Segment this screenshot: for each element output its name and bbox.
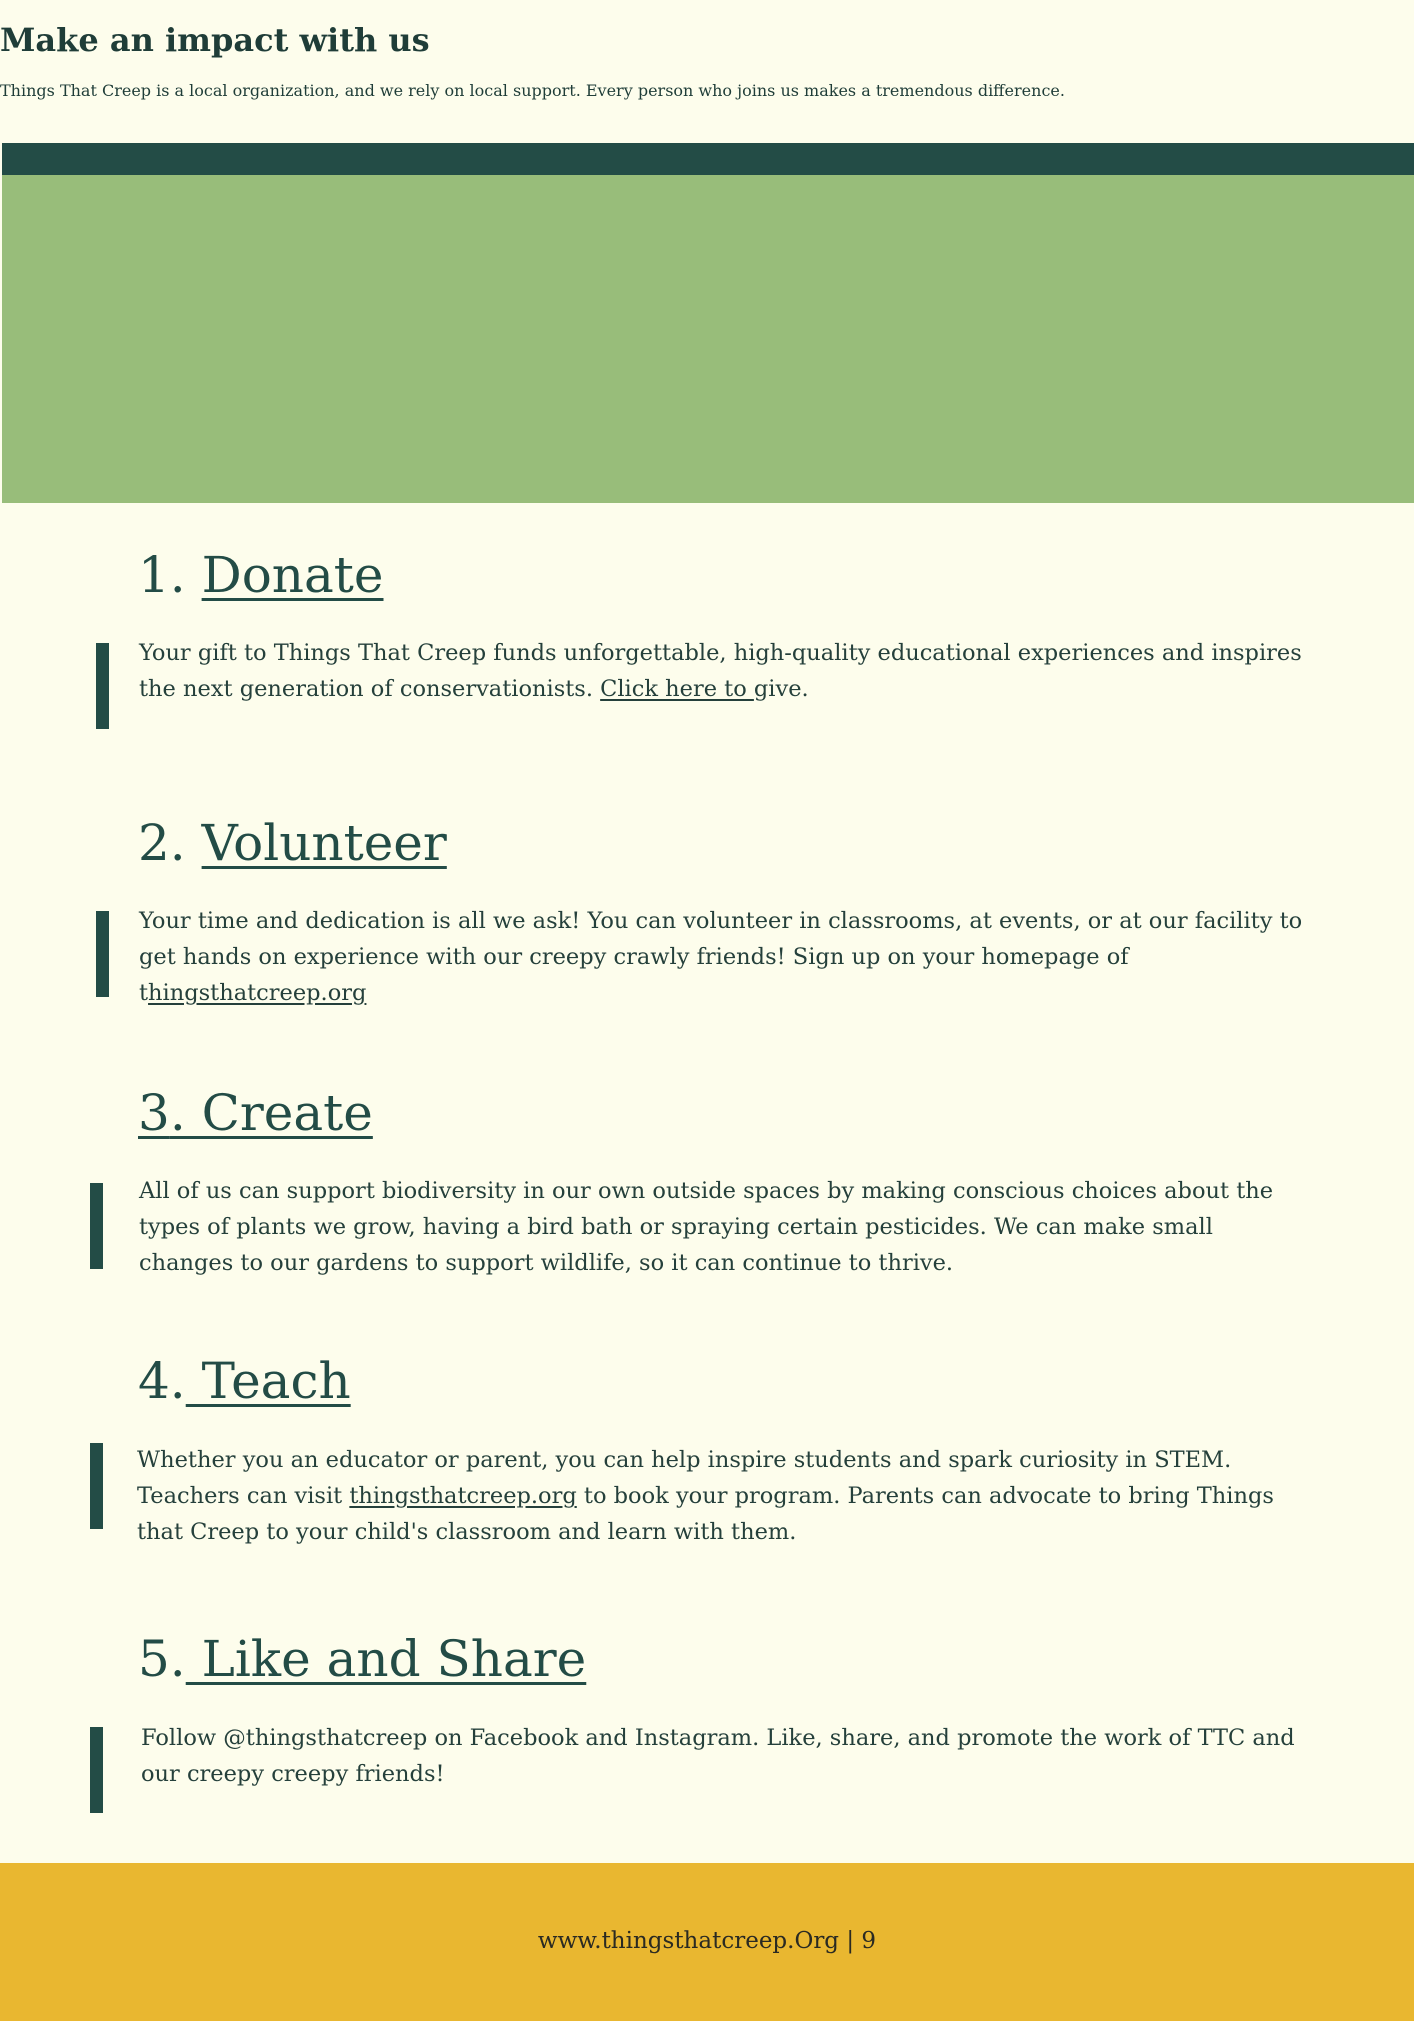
section-title-teach: [138, 1349, 351, 1413]
accent-bar: [90, 1183, 103, 1269]
section-title-donate: [138, 543, 384, 607]
create-link[interactable]: . Create: [169, 1084, 373, 1143]
page-title: Make an impact with us: [0, 21, 430, 60]
accent-bar: [96, 643, 109, 729]
accent-bar: [90, 1443, 103, 1529]
hero-banner: [2, 175, 1414, 503]
accent-bar: [96, 911, 109, 997]
footer-separator: |: [839, 1928, 862, 1955]
page-number: 9: [861, 1928, 877, 1955]
donate-link[interactable]: Donate: [201, 546, 384, 605]
website-link[interactable]: thingsthatcreep.org: [349, 1483, 577, 1510]
footer: [0, 1921, 1414, 1961]
footer-website: www.thingsthatcreep.Org: [537, 1928, 840, 1955]
section-body-like-share: Follow @thingsthatcreep on Facebook and Instagram. Like, share, and promote the work of TTC and our creepy creepy friends!: [141, 1725, 1295, 1788]
section-body-create: All of us can support biodiversity in our own outside spaces by making conscious choices about the types of plants we grow, having a bird bath or spraying certain pesticides. We can make small changes to our gardens to support wildlife, so it can continue to thrive.: [139, 1178, 1274, 1277]
volunteer-link[interactable]: Volunteer: [201, 814, 447, 873]
click-here-link[interactable]: Click here to: [600, 676, 754, 703]
section-number: 2.: [138, 814, 202, 873]
section-body-volunteer: Your time and dedication is all we ask! You can volunteer in classrooms, at events, or at our facility to get hands on experience with our creepy crawly friends! Sign up on your homepage of thingsthatcreep.org: [139, 908, 1303, 1007]
section-title-like-share: [138, 1627, 586, 1691]
section-body-teach: Whether you an educator or parent, you can help inspire students and spark curiosity in STEM. Teachers can visit thingsthatcreep.org to book your program. Parents can advocate to bring Things that Creep to your child's classroom and learn with them.: [137, 1447, 1274, 1546]
section-number: 4.: [138, 1352, 186, 1411]
teach-link[interactable]: Teach: [185, 1352, 351, 1411]
section-body-donate: Your gift to Things That Creep funds unforgettable, high-quality educational experiences and inspires the next generation of conservationists. Click here to give.: [139, 640, 1302, 703]
section-number: 3: [138, 1084, 170, 1143]
section-title-create: [138, 1081, 373, 1145]
accent-bar: [90, 1727, 103, 1813]
section-number: 5.: [138, 1630, 186, 1689]
header-top-bar: [2, 143, 1414, 175]
section-title-volunteer: [138, 811, 447, 875]
website-link[interactable]: hingsthatcreep.org: [148, 980, 367, 1007]
hero-intro: Things That Creep is a local organization, and we rely on local support. Every person who joins us makes a tremendous difference.: [0, 80, 1065, 100]
like-share-link[interactable]: Like and Share: [185, 1630, 587, 1689]
section-number: 1.: [138, 546, 202, 605]
